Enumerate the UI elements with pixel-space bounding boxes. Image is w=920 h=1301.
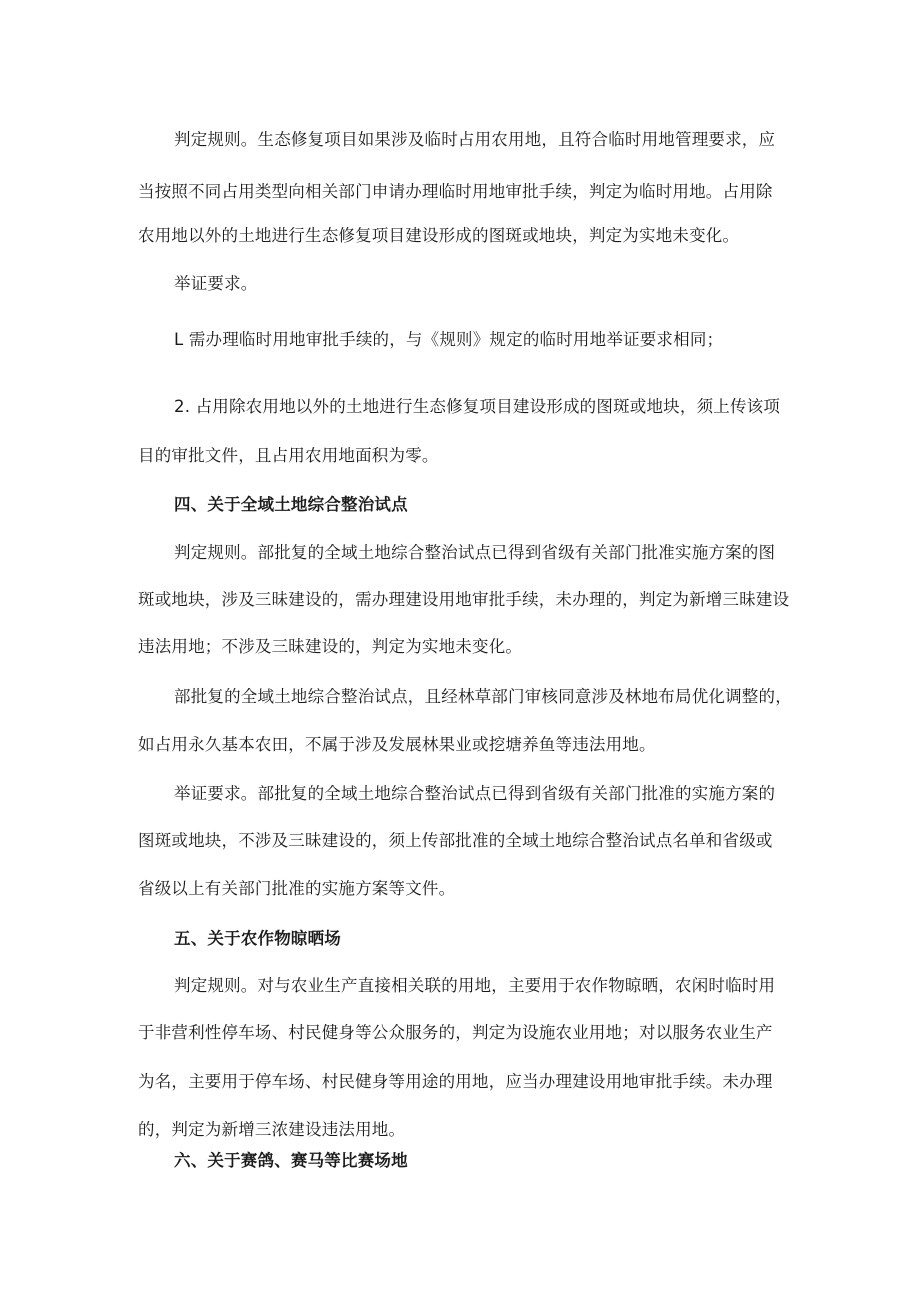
- paragraph-line: 判定规则。部批复的全域土地综合整治试点已得到省级有关部门批准实施方案的图: [174, 543, 776, 562]
- paragraph-line: 违法用地；不涉及三昧建设的，判定为实地未变化。: [138, 637, 523, 656]
- list-item-line: 2. 占用除农用地以外的土地进行生态修复项目建设形成的图斑或地块，须上传该项: [174, 397, 781, 416]
- paragraph-line: 目的审批文件，且占用农用地面积为零。: [138, 446, 439, 465]
- list-item-line: L 需办理临时用地审批手续的，与《规则》规定的临时用地举证要求相同；: [174, 330, 724, 349]
- paragraph-line: 判定规则。生态修复项目如果涉及临时占用农用地，且符合临时用地管理要求，应: [174, 130, 776, 149]
- section-heading: 五、关于农作物晾晒场: [174, 929, 341, 948]
- paragraph-line: 为名，主要用于停车场、村民健身等用途的用地，应当办理建设用地审批手续。未办理: [138, 1072, 773, 1091]
- paragraph-line: 斑或地块，涉及三昧建设的，需办理建设用地审批手续，未办理的，判定为新增三昧建设: [138, 590, 790, 609]
- section-heading: 六、关于赛鸽、赛马等比赛场地: [174, 1151, 408, 1170]
- paragraph-line: 如占用永久基本农田，不属于涉及发展林果业或挖塘养鱼等违法用地。: [138, 735, 656, 754]
- paragraph-line: 省级以上有关部门批准的实施方案等文件。: [138, 879, 456, 898]
- paragraph-line: 判定规则。对与农业生产直接相关联的用地，主要用于农作物晾晒，农闲时临时用: [174, 976, 776, 995]
- paragraph-line: 举证要求。: [174, 274, 258, 293]
- paragraph-line: 当按照不同占用类型向相关部门申请办理临时用地审批手续，判定为临时用地。占用除: [138, 182, 773, 201]
- paragraph-line: 于非营利性停车场、村民健身等公众服务的，判定为设施农业用地；对以服务农业生产: [138, 1023, 773, 1042]
- paragraph-line: 图斑或地块，不涉及三昧建设的，须上传部批准的全域土地综合整治试点名单和省级或: [138, 831, 773, 850]
- paragraph-line: 部批复的全域土地综合整治试点，且经林草部门审核同意涉及林地布局优化调整的，: [174, 687, 792, 706]
- section-heading: 四、关于全域土地综合整治试点: [174, 495, 408, 514]
- paragraph-line: 举证要求。部批复的全域土地综合整治试点已得到省级有关部门批准的实施方案的: [174, 784, 776, 803]
- paragraph-line: 的，判定为新增三浓建设违法用地。: [138, 1120, 406, 1139]
- paragraph-line: 农用地以外的土地进行生态修复项目建设形成的图斑或地块，判定为实地未变化。: [138, 226, 740, 245]
